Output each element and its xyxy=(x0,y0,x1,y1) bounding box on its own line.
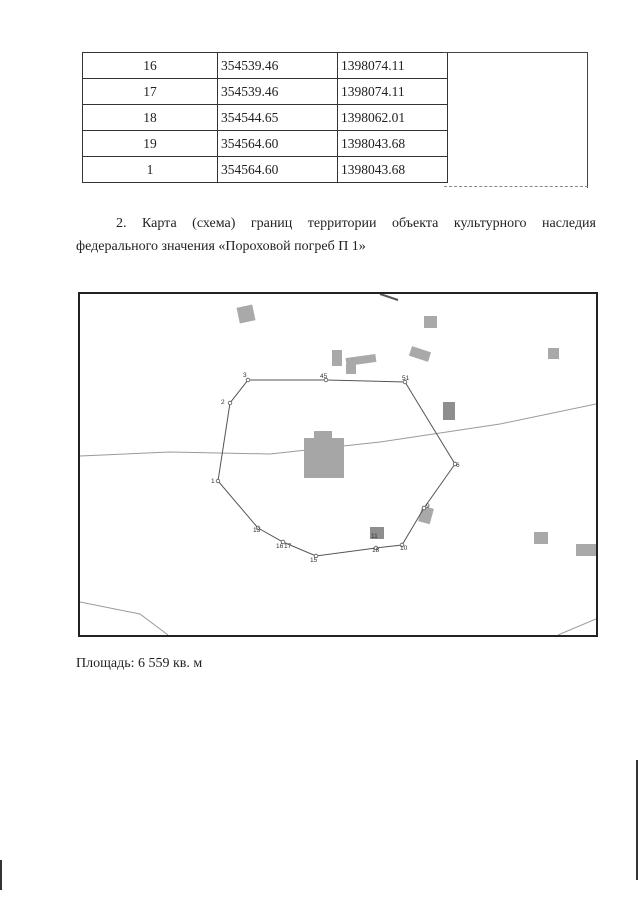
vertex-label: 17 xyxy=(284,543,292,550)
vertex-label: 10 xyxy=(400,545,408,552)
vertex-label: 51 xyxy=(402,375,410,382)
table-frame-line xyxy=(444,186,588,187)
vertex-label: 6 xyxy=(456,462,460,469)
building xyxy=(548,348,559,359)
y-coordinate-cell: 1398062.01 xyxy=(338,105,448,131)
y-coordinate-cell: 1398074.11 xyxy=(338,79,448,105)
building xyxy=(332,350,342,366)
x-coordinate-cell: 354564.60 xyxy=(218,131,338,157)
vertex-label: 9 xyxy=(426,503,430,510)
point-number-cell: 16 xyxy=(83,53,218,79)
vertex-label: 16 xyxy=(276,543,284,550)
section-heading-line-2: федерального значения «Пороховой погреб П 1» xyxy=(76,239,366,254)
building xyxy=(424,316,437,328)
x-coordinate-cell: 354539.46 xyxy=(218,53,338,79)
vertex-label: 1 xyxy=(211,478,215,485)
vertex-marker xyxy=(216,479,220,483)
y-coordinate-cell: 1398074.11 xyxy=(338,53,448,79)
road-line xyxy=(380,294,398,300)
building xyxy=(314,431,332,441)
area-statement: Площадь: 6 559 кв. м xyxy=(76,656,203,671)
road-line xyxy=(80,602,168,635)
table-row xyxy=(83,53,448,79)
table-row xyxy=(83,79,448,105)
vertex-marker xyxy=(246,378,250,382)
scan-edge-mark xyxy=(0,860,2,890)
building xyxy=(409,346,431,362)
building xyxy=(237,305,256,324)
vertex-label: 18 xyxy=(372,547,380,554)
road-line xyxy=(558,619,596,635)
boundary-map xyxy=(78,292,598,637)
table-frame-line xyxy=(442,52,588,53)
vertex-label: 3 xyxy=(243,372,247,379)
vertex-label: 45 xyxy=(320,373,328,380)
building xyxy=(534,532,548,544)
vertex-label: 15 xyxy=(310,557,318,564)
point-number-cell: 17 xyxy=(83,79,218,105)
point-number-cell: 19 xyxy=(83,131,218,157)
section-heading-line-1: 2. Карта (схема) границ территории объекта культурного наследия xyxy=(116,216,596,231)
scan-edge-mark xyxy=(636,760,638,880)
building xyxy=(346,364,356,374)
table-row xyxy=(83,157,448,183)
x-coordinate-cell: 354564.60 xyxy=(218,157,338,183)
point-number-cell: 1 xyxy=(83,157,218,183)
vertex-marker xyxy=(228,401,232,405)
coordinates-table xyxy=(82,52,448,183)
x-coordinate-cell: 354539.46 xyxy=(218,79,338,105)
building xyxy=(576,544,596,556)
building xyxy=(443,402,455,420)
x-coordinate-cell: 354544.65 xyxy=(218,105,338,131)
y-coordinate-cell: 1398043.68 xyxy=(338,157,448,183)
boundary-map-canvas xyxy=(80,294,596,635)
building-monument xyxy=(304,438,344,478)
point-number-cell: 18 xyxy=(83,105,218,131)
coordinates-table-block xyxy=(82,52,588,188)
table-frame-line xyxy=(587,52,588,188)
vertex-label: 2 xyxy=(221,399,225,406)
y-coordinate-cell: 1398043.68 xyxy=(338,131,448,157)
vertex-label: 13 xyxy=(253,527,261,534)
vertex-label: 11 xyxy=(371,533,378,540)
table-row xyxy=(83,105,448,131)
table-row xyxy=(83,131,448,157)
